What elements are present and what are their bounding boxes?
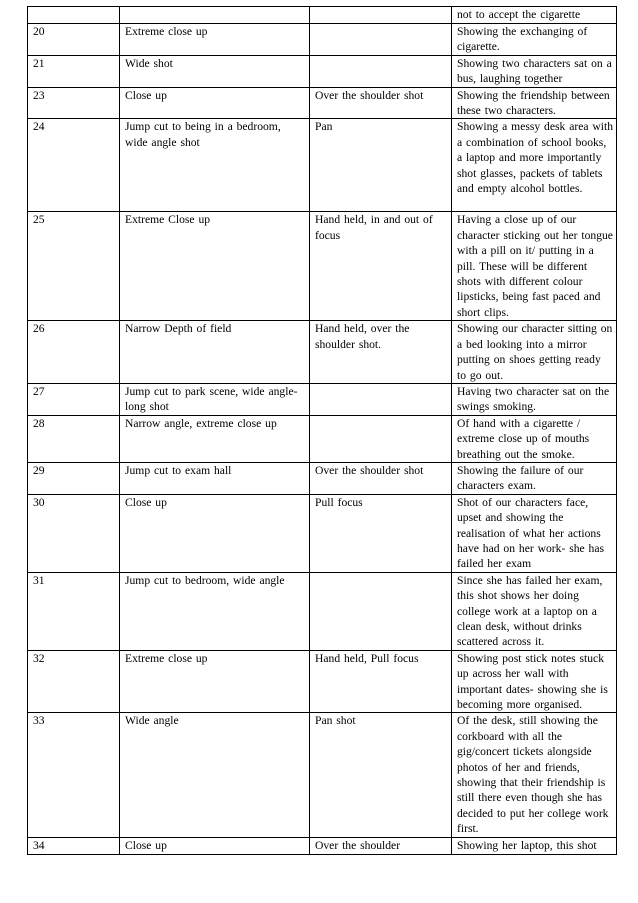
shot-number-cell: 30 (28, 494, 120, 572)
shot-type-cell: Wide shot (120, 55, 310, 87)
camera-movement-cell: Over the shoulder shot (310, 462, 452, 494)
camera-movement-cell (310, 55, 452, 87)
shot-type-cell: Narrow Depth of field (120, 321, 310, 384)
shot-number-cell: 32 (28, 650, 120, 713)
shot-type-cell: Jump cut to exam hall (120, 462, 310, 494)
camera-movement-cell: Pan shot (310, 713, 452, 837)
shot-number-cell: 24 (28, 119, 120, 212)
description-cell: Showing post stick notes stuck up across her wall with important dates- showing she is becoming more organised. (452, 650, 617, 713)
shot-number-cell: 31 (28, 572, 120, 650)
description-cell: Of the desk, still showing the corkboard with all the gig/concert tickets alongside photos of her and friends, showing that their friendship is still there even though she has decided to put her college work first. (452, 713, 617, 837)
shot-type-cell (120, 7, 310, 24)
camera-movement-cell: Hand held, Pull focus (310, 650, 452, 713)
shot-number-cell: 33 (28, 713, 120, 837)
camera-movement-cell (310, 24, 452, 56)
shot-type-cell: Extreme Close up (120, 212, 310, 321)
table-row (28, 383, 617, 415)
description-cell: Showing the exchanging of cigarette. (452, 24, 617, 56)
camera-movement-cell: Over the shoulder (310, 837, 452, 854)
description-cell: Having a close up of our character sticking out her tongue with a pill on it/ putting in a pill. These will be different shots with different colour lipsticks, being fast paced and short clips. (452, 212, 617, 321)
table-row (28, 55, 617, 87)
shot-list-table (27, 6, 617, 855)
camera-movement-cell (310, 7, 452, 24)
description-cell: Having two character sat on the swings smoking. (452, 383, 617, 415)
shot-number-cell: 29 (28, 462, 120, 494)
shot-number-cell: 21 (28, 55, 120, 87)
description-cell: Showing her laptop, this shot (452, 837, 617, 854)
shot-type-cell: Wide angle (120, 713, 310, 837)
description-cell: Of hand with a cigarette / extreme close up of mouths breathing out the smoke. (452, 415, 617, 462)
camera-movement-cell (310, 415, 452, 462)
table-row (28, 321, 617, 384)
shot-type-cell: Narrow angle, extreme close up (120, 415, 310, 462)
description-cell: Showing the friendship between these two characters. (452, 87, 617, 119)
shot-number-cell: 28 (28, 415, 120, 462)
shot-number-cell: 25 (28, 212, 120, 321)
description-cell: Showing the failure of our characters exam. (452, 462, 617, 494)
shot-type-cell: Jump cut to park scene, wide angle- long shot (120, 383, 310, 415)
table-row (28, 713, 617, 837)
camera-movement-cell: Hand held, over the shoulder shot. (310, 321, 452, 384)
description-cell: Showing a messy desk area with a combination of school books, a laptop and more importantly shot glasses, packets of tablets and empty alcohol bottles. (452, 119, 617, 212)
table-row (28, 572, 617, 650)
shot-number-cell: 34 (28, 837, 120, 854)
shot-type-cell: Jump cut to being in a bedroom, wide angle shot (120, 119, 310, 212)
table-row (28, 837, 617, 854)
shot-type-cell: Close up (120, 837, 310, 854)
table-row (28, 494, 617, 572)
shot-type-cell: Close up (120, 87, 310, 119)
description-cell: Showing two characters sat on a bus, laughing together (452, 55, 617, 87)
camera-movement-cell (310, 383, 452, 415)
shot-type-cell: Extreme close up (120, 24, 310, 56)
camera-movement-cell: Over the shoulder shot (310, 87, 452, 119)
shot-number-cell: 23 (28, 87, 120, 119)
shot-number-cell: 27 (28, 383, 120, 415)
description-cell: not to accept the cigarette (452, 7, 617, 24)
shot-number-cell (28, 7, 120, 24)
shot-type-cell: Close up (120, 494, 310, 572)
document-page (27, 6, 616, 855)
shot-type-cell: Extreme close up (120, 650, 310, 713)
shot-number-cell: 26 (28, 321, 120, 384)
table-row (28, 119, 617, 212)
camera-movement-cell: Pull focus (310, 494, 452, 572)
shot-number-cell: 20 (28, 24, 120, 56)
table-row (28, 24, 617, 56)
table-row (28, 87, 617, 119)
table-row (28, 462, 617, 494)
table-row (28, 212, 617, 321)
description-cell: Showing our character sitting on a bed looking into a mirror putting on shoes getting ready to go out. (452, 321, 617, 384)
table-row (28, 650, 617, 713)
camera-movement-cell (310, 572, 452, 650)
shot-type-cell: Jump cut to bedroom, wide angle (120, 572, 310, 650)
camera-movement-cell: Hand held, in and out of focus (310, 212, 452, 321)
description-cell: Since she has failed her exam, this shot shows her doing college work at a laptop on a clean desk, without drinks scattered across it. (452, 572, 617, 650)
camera-movement-cell: Pan (310, 119, 452, 212)
table-row (28, 7, 617, 24)
table-row (28, 415, 617, 462)
description-cell: Shot of our characters face, upset and showing the realisation of what her actions have had on her work- she has failed her exam (452, 494, 617, 572)
